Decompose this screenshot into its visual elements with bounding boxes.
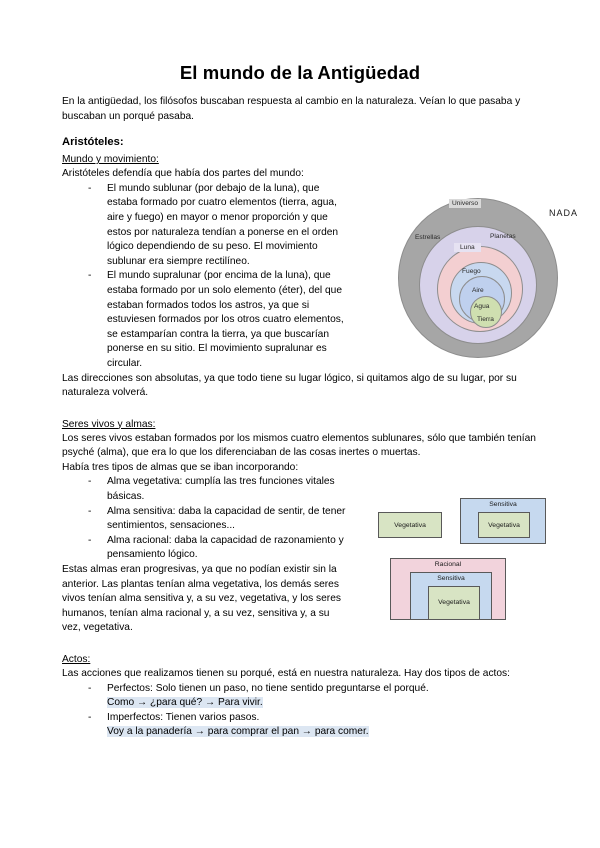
intro-paragraph: En la antigüedad, los filósofos buscaban respuesta al cambio en la naturaleza. Veían lo que pasaba y buscaban un porqué pasaba.	[62, 96, 521, 122]
list-item	[62, 534, 362, 563]
subsection-actos	[62, 649, 538, 740]
list-item	[62, 269, 344, 371]
highlighted-example: Voy a la panadería → para comprar el pan → para comer.	[107, 726, 369, 738]
subheading-mundo-movimiento: Mundo y movimiento:	[62, 154, 159, 166]
page-title: El mundo de la Antigüedad	[179, 62, 421, 83]
bullet-marker: -	[88, 505, 92, 517]
ring-label-agua: Agua	[474, 303, 490, 310]
bullet-marker: -	[88, 534, 92, 546]
ring-label-fuego: Fuego	[462, 268, 481, 275]
bullet-marker: -	[88, 270, 92, 282]
ring-label-luna: Luna	[454, 243, 481, 252]
list-item-text: Perfectos: Solo tienen un paso, no tiene sentido preguntarse el porqué.	[107, 682, 429, 694]
mundo-lead: Aristóteles defendía que había dos partes del mundo:	[62, 168, 304, 180]
seres-closing: Estas almas eran progresivas, ya que no podían existir sin la anterior. Las plantas tenían alma vegetativa, los demás seres vivos tenían alma sensitiva y, a su vez, vegetativa, y los seres humanos, tenían alma racional y, a su vez, sensitiva y, a su vez, vegetativa.	[62, 564, 341, 634]
actos-bullet-list	[62, 682, 538, 740]
highlighted-example: Como → ¿para qué? → Para vivir.	[107, 697, 263, 709]
mundo-closing: Las direcciones son absolutas, ya que todo tiene su lugar lógico, si quitamos algo de su lugar, por su naturaleza volverá.	[62, 372, 517, 399]
nada-label: NADA	[548, 208, 578, 218]
list-item	[62, 711, 538, 740]
list-item	[62, 182, 344, 270]
soul-box-vegetativa-inner-2	[428, 586, 480, 620]
almas-bullet-list	[62, 475, 362, 563]
list-item	[62, 475, 362, 504]
list-item	[62, 505, 362, 534]
ring-label-universo: Universo	[449, 199, 481, 208]
actos-lead: Las acciones que realizamos tienen su porqué, está en nuestra naturaleza. Hay dos tipos de actos:	[62, 668, 510, 679]
ring-label-aire: Aire	[472, 287, 484, 294]
bullet-marker: -	[88, 682, 92, 694]
ring-label-estrellas: Estrellas	[415, 234, 441, 241]
list-item	[62, 682, 538, 711]
ring-tierra	[470, 296, 502, 328]
list-item-text: El mundo supralunar (por encima de la luna), que estaba formado por un solo elemento (éter), del que estaban formados todos los astros, ya que si estuviesen formados por los otros cuatro elementos, se estamparían contra la tierra, ya que buscarían ponerse en su sitio. El movimiento supralunar es circular.	[107, 270, 344, 369]
souls-diagram	[378, 494, 578, 624]
ring-label-planetas: Planetas	[490, 233, 516, 240]
cosmos-diagram	[392, 186, 578, 372]
subheading-seres-vivos-almas: Seres vivos y almas:	[62, 418, 156, 430]
list-item-text: El mundo sublunar (por debajo de la luna), que estaba formado por cuatro elementos (tierra, agua, aire y fuego) en mayor o menor proporción y que estos por naturaleza tendían a ponerse en el orden lógico dependiendo de su peso. El movimiento sublunar era siempre rectilíneo.	[107, 182, 339, 267]
subheading-actos: Actos:	[62, 654, 91, 665]
soul-box-vegetativa-inner-1	[478, 512, 530, 538]
bullet-marker: -	[88, 476, 92, 488]
seres-lead-2: Había tres tipos de almas que se iban incorporando:	[62, 461, 299, 473]
seres-lead: Los seres vivos estaban formados por los mismos cuatro elementos sublunares, sólo que también tenían psyché (alma), que era lo que los diferenciaban de las cosas inertes o muertas.	[62, 432, 536, 459]
soul-label-vegetativa: Vegetativa	[438, 599, 470, 606]
bullet-marker: -	[88, 182, 92, 194]
list-item-text: Imperfectos: Tienen varios pasos.	[107, 711, 260, 723]
soul-box-vegetativa-only	[378, 512, 442, 538]
bullet-marker: -	[88, 711, 92, 723]
soul-label-sensitiva: Sensitiva	[489, 501, 517, 508]
soul-label-vegetativa: Vegetativa	[394, 522, 426, 529]
soul-label-racional: Racional	[434, 561, 462, 568]
section-heading-aristoteles: Aristóteles:	[62, 136, 124, 149]
soul-label-sensitiva: Sensitiva	[437, 575, 465, 582]
mundo-bullet-list	[62, 182, 344, 372]
list-item-text: Alma racional: daba la capacidad de razonamiento y pensamiento lógico.	[107, 534, 344, 561]
ring-label-tierra: Tierra	[477, 316, 494, 323]
soul-label-vegetativa: Vegetativa	[488, 522, 520, 529]
list-item-text: Alma sensitiva: daba la capacidad de sentir, de tener sentimientos, sensaciones...	[107, 505, 346, 532]
list-item-text: Alma vegetativa: cumplía las tres funciones vitales básicas.	[107, 476, 335, 503]
